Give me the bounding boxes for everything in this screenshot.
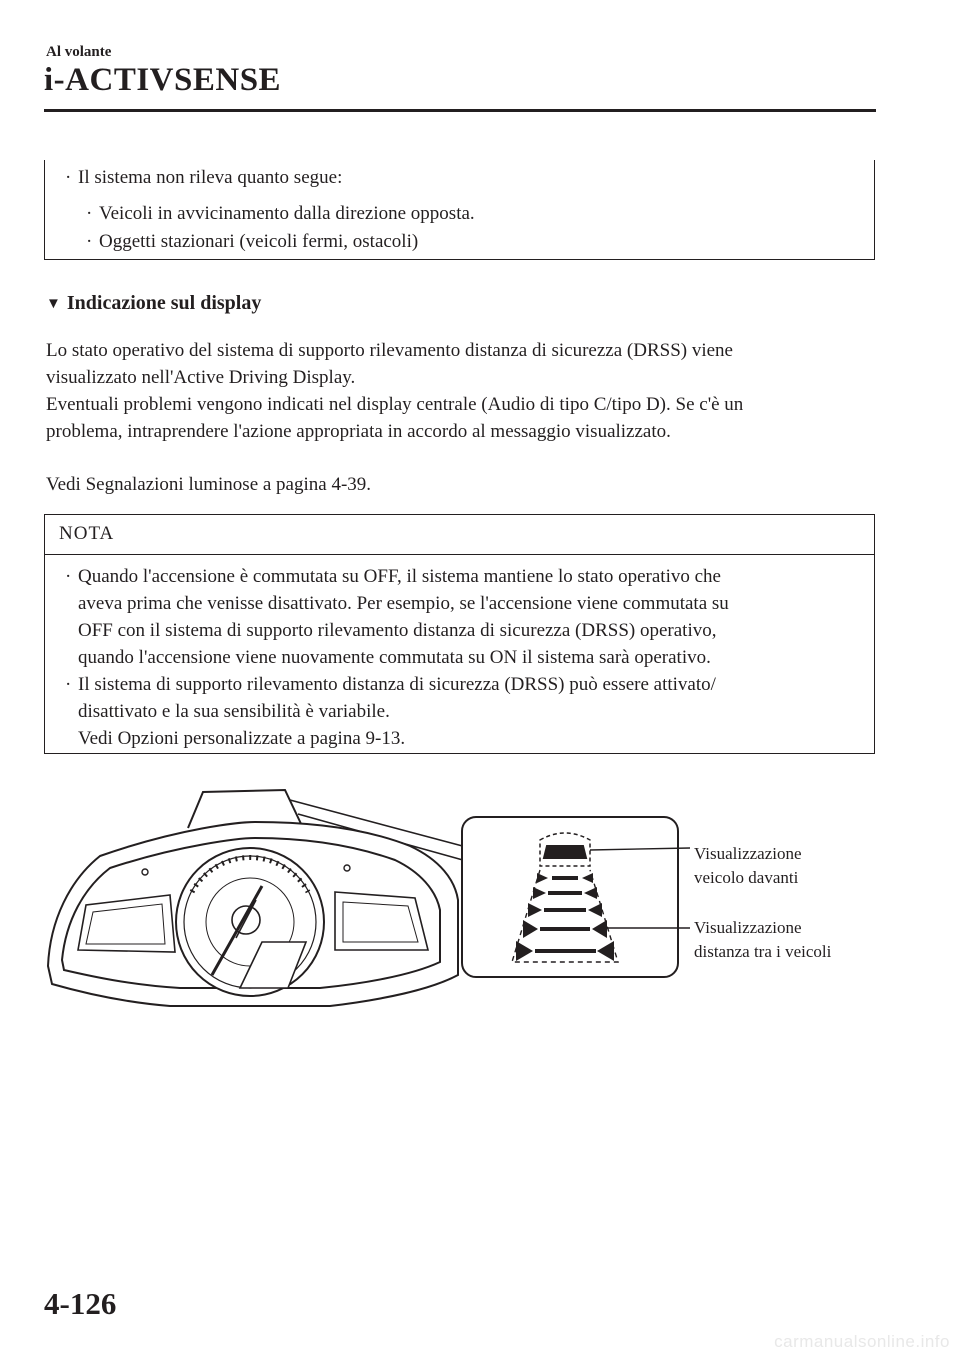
- paragraph-line: Lo stato operativo del sistema di supporto rilevamento distanza di sicurezza (DRSS) viene: [46, 340, 733, 361]
- title-rule: [44, 109, 876, 112]
- instrument-cluster-illustration: [0, 760, 960, 1040]
- callout-line: distanza tra i veicoli: [694, 942, 832, 961]
- section-kicker: Al volante: [46, 44, 112, 60]
- watermark: carmanualsonline.info: [774, 1332, 950, 1351]
- note-title: NOTA: [59, 523, 115, 544]
- continued-info-box: [44, 160, 875, 260]
- paragraph-line: problema, intraprendere l'azione appropriata in accordo al messaggio visualizzato.: [46, 421, 671, 442]
- box-item: · Oggetti stazionari (veicoli fermi, ostacoli): [99, 228, 418, 255]
- reference-link[interactable]: Vedi Segnalazioni luminose a pagina 4-39.: [46, 474, 372, 495]
- note-box: [44, 514, 875, 754]
- note-line: OFF con il sistema di supporto rilevamento distanza di sicurezza (DRSS) operativo,: [78, 620, 717, 641]
- callout-line: Visualizzazione: [694, 844, 802, 863]
- triangle-down-icon: ▼: [46, 296, 61, 312]
- section-heading: [46, 292, 261, 315]
- note-line: aveva prima che venisse disattivato. Per esempio, se l'accensione viene commutata su: [78, 593, 729, 614]
- callout-distance: [694, 916, 831, 964]
- note-line: Vedi Opzioni personalizzate a pagina 9-13.: [78, 728, 406, 749]
- callout-line: veicolo davanti: [694, 868, 799, 887]
- note-line: quando l'accensione viene nuovamente commutata su ON il sistema sarà operativo.: [78, 647, 711, 668]
- note-header: [45, 515, 874, 555]
- page-number: 4-126: [44, 1286, 117, 1321]
- paragraph-line: visualizzato nell'Active Driving Display.: [46, 367, 356, 388]
- note-line: disattivato e la sua sensibilità è variabile.: [78, 701, 390, 722]
- box-intro: · Il sistema non rileva quanto segue:: [78, 164, 342, 191]
- callout-vehicle-ahead: [694, 842, 802, 890]
- paragraph-line: Eventuali problemi vengono indicati nel display centrale (Audio di tipo C/tipo D). Se c'è un: [46, 394, 744, 415]
- section-heading-text: Indicazione sul display: [66, 292, 262, 314]
- note-line: · Il sistema di supporto rilevamento distanza di sicurezza (DRSS) può essere attivato/: [78, 671, 716, 698]
- callout-line: Visualizzazione: [694, 918, 802, 937]
- note-line: · Quando l'accensione è commutata su OFF, il sistema mantiene lo stato operativo che: [78, 563, 721, 590]
- page-title: i-ACTIVSENSE: [44, 62, 282, 98]
- box-item: · Veicoli in avvicinamento dalla direzione opposta.: [99, 200, 475, 227]
